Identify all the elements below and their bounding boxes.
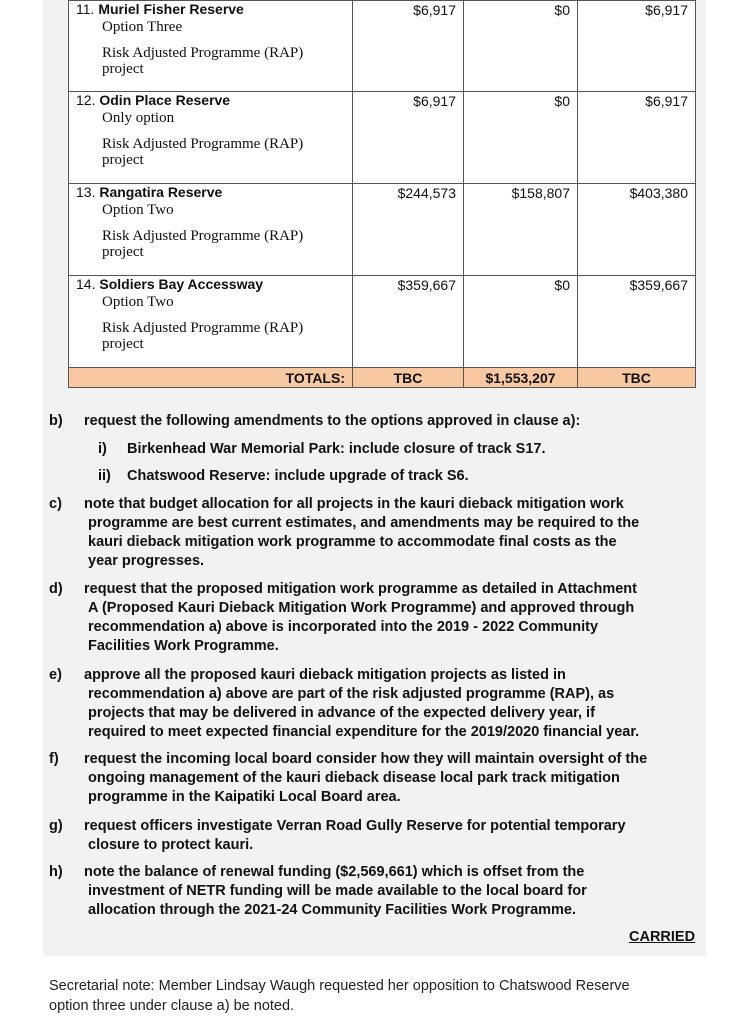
totals-col2: $1,553,207 bbox=[464, 368, 578, 388]
clause-line: programme are best current estimates, and amendments may be required to the bbox=[88, 515, 640, 531]
project-name: Soldiers Bay Accessway bbox=[99, 276, 264, 292]
project-option: Option Two bbox=[102, 294, 174, 310]
clause-line: required to meet expected financial expenditure for the 2019/2020 financial year. bbox=[88, 724, 640, 740]
amount-col1: $244,573 bbox=[353, 184, 464, 276]
project-cell bbox=[69, 184, 353, 276]
clause-line: note that budget allocation for all projects in the kauri dieback mitigation work bbox=[84, 496, 624, 512]
clause-line: request the incoming local board consider how they will maintain oversight of the bbox=[84, 751, 648, 767]
amount-col2: $0 bbox=[464, 92, 578, 184]
clause-letter: d) bbox=[49, 581, 63, 597]
amount-col1: $359,667 bbox=[353, 276, 464, 368]
clause-b-i-num: i) bbox=[98, 441, 107, 457]
totals-col3: TBC bbox=[578, 368, 696, 388]
clause-letter: h) bbox=[49, 864, 63, 880]
project-rap: Risk Adjusted Programme (RAP) bbox=[102, 228, 304, 244]
clause-letter: g) bbox=[49, 818, 63, 834]
project-rap-cont: project bbox=[102, 244, 144, 260]
secretarial-note bbox=[49, 976, 709, 1016]
project-name: Muriel Fisher Reserve bbox=[98, 1, 244, 17]
project-cell bbox=[69, 92, 353, 184]
clause-letter: b) bbox=[49, 413, 63, 429]
table-row bbox=[69, 92, 696, 184]
project-rap-cont: project bbox=[102, 61, 144, 77]
clause-b-ii-num: ii) bbox=[98, 468, 111, 484]
clause-line: approve all the proposed kauri dieback mitigation projects as listed in bbox=[84, 667, 566, 683]
clause-b-i-text: Birkenhead War Memorial Park: include closure of track S17. bbox=[127, 441, 546, 457]
clause-line: year progresses. bbox=[88, 553, 205, 569]
project-number: 14. bbox=[76, 276, 96, 292]
clause-line: ongoing management of the kauri dieback disease local park track mitigation bbox=[88, 770, 620, 786]
amount-col3: $403,380 bbox=[578, 184, 696, 276]
project-rap: Risk Adjusted Programme (RAP) bbox=[102, 136, 304, 152]
clause-letter: f) bbox=[49, 751, 59, 767]
project-rap: Risk Adjusted Programme (RAP) bbox=[102, 45, 304, 61]
clause-line: A (Proposed Kauri Dieback Mitigation Work Programme) and approved through bbox=[88, 600, 635, 616]
project-name: Rangatira Reserve bbox=[99, 184, 223, 200]
clause-letter: c) bbox=[49, 496, 62, 512]
clause-line: Facilities Work Programme. bbox=[88, 638, 279, 654]
project-number: 12. bbox=[76, 92, 96, 108]
clause-line: allocation through the 2021-24 Community Facilities Work Programme. bbox=[88, 902, 577, 918]
project-rap-cont: project bbox=[102, 152, 144, 168]
table-row bbox=[69, 276, 696, 368]
project-name-line bbox=[76, 1, 345, 18]
project-option: Only option bbox=[102, 110, 175, 126]
clause-line: kauri dieback mitigation work programme to accommodate final costs as the bbox=[88, 534, 617, 550]
clause-line: closure to protect kauri. bbox=[88, 837, 254, 853]
totals-label: TOTALS: bbox=[69, 368, 353, 388]
project-number: 13. bbox=[76, 184, 96, 200]
clause-line: note the balance of renewal funding ($2,569,661) which is offset from the bbox=[84, 864, 585, 880]
project-rap-cont: project bbox=[102, 336, 144, 352]
project-name-line bbox=[76, 184, 345, 201]
amount-col3: $359,667 bbox=[578, 276, 696, 368]
clause-line: request that the proposed mitigation work programme as detailed in Attachment bbox=[84, 581, 637, 597]
amount-col2: $0 bbox=[464, 1, 578, 92]
project-cell bbox=[69, 1, 353, 92]
project-option: Option Three bbox=[102, 19, 183, 35]
totals-col1: TBC bbox=[353, 368, 464, 388]
amount-col1: $6,917 bbox=[353, 1, 464, 92]
clause-line: projects that may be delivered in advance of the expected delivery year, if bbox=[88, 705, 595, 721]
clause-line: request officers investigate Verran Road Gully Reserve for potential temporary bbox=[84, 818, 626, 834]
project-name: Odin Place Reserve bbox=[99, 92, 231, 108]
totals-row bbox=[69, 368, 696, 388]
clause-line: recommendation a) above are part of the risk adjusted programme (RAP), as bbox=[88, 686, 615, 702]
amount-col3: $6,917 bbox=[578, 1, 696, 92]
project-rap: Risk Adjusted Programme (RAP) bbox=[102, 320, 304, 336]
note-line: Secretarial note: Member Lindsay Waugh requested her opposition to Chatswood Reserve bbox=[49, 978, 630, 994]
clause-line: recommendation a) above is incorporated into the 2019 - 2022 Community bbox=[88, 619, 599, 635]
project-option: Option Two bbox=[102, 202, 174, 218]
clause-line: request the following amendments to the options approved in clause a): bbox=[84, 413, 581, 429]
project-name-line bbox=[76, 276, 345, 293]
table-row bbox=[69, 1, 696, 92]
project-cell bbox=[69, 276, 353, 368]
amount-col1: $6,917 bbox=[353, 92, 464, 184]
projects-table bbox=[68, 0, 696, 388]
amount-col3: $6,917 bbox=[578, 92, 696, 184]
clause-line: investment of NETR funding will be made available to the local board for bbox=[88, 883, 587, 899]
amount-col2: $0 bbox=[464, 276, 578, 368]
carried-label: CARRIED bbox=[629, 929, 696, 945]
project-number: 11. bbox=[76, 1, 95, 17]
clause-letter: e) bbox=[49, 667, 62, 683]
project-name-line bbox=[76, 92, 345, 109]
clause-line: programme in the Kaipatiki Local Board area. bbox=[88, 789, 401, 805]
note-line: option three under clause a) be noted. bbox=[49, 998, 295, 1014]
table-row bbox=[69, 184, 696, 276]
amount-col2: $158,807 bbox=[464, 184, 578, 276]
clause-b-ii-text: Chatswood Reserve: include upgrade of track S6. bbox=[127, 468, 469, 484]
